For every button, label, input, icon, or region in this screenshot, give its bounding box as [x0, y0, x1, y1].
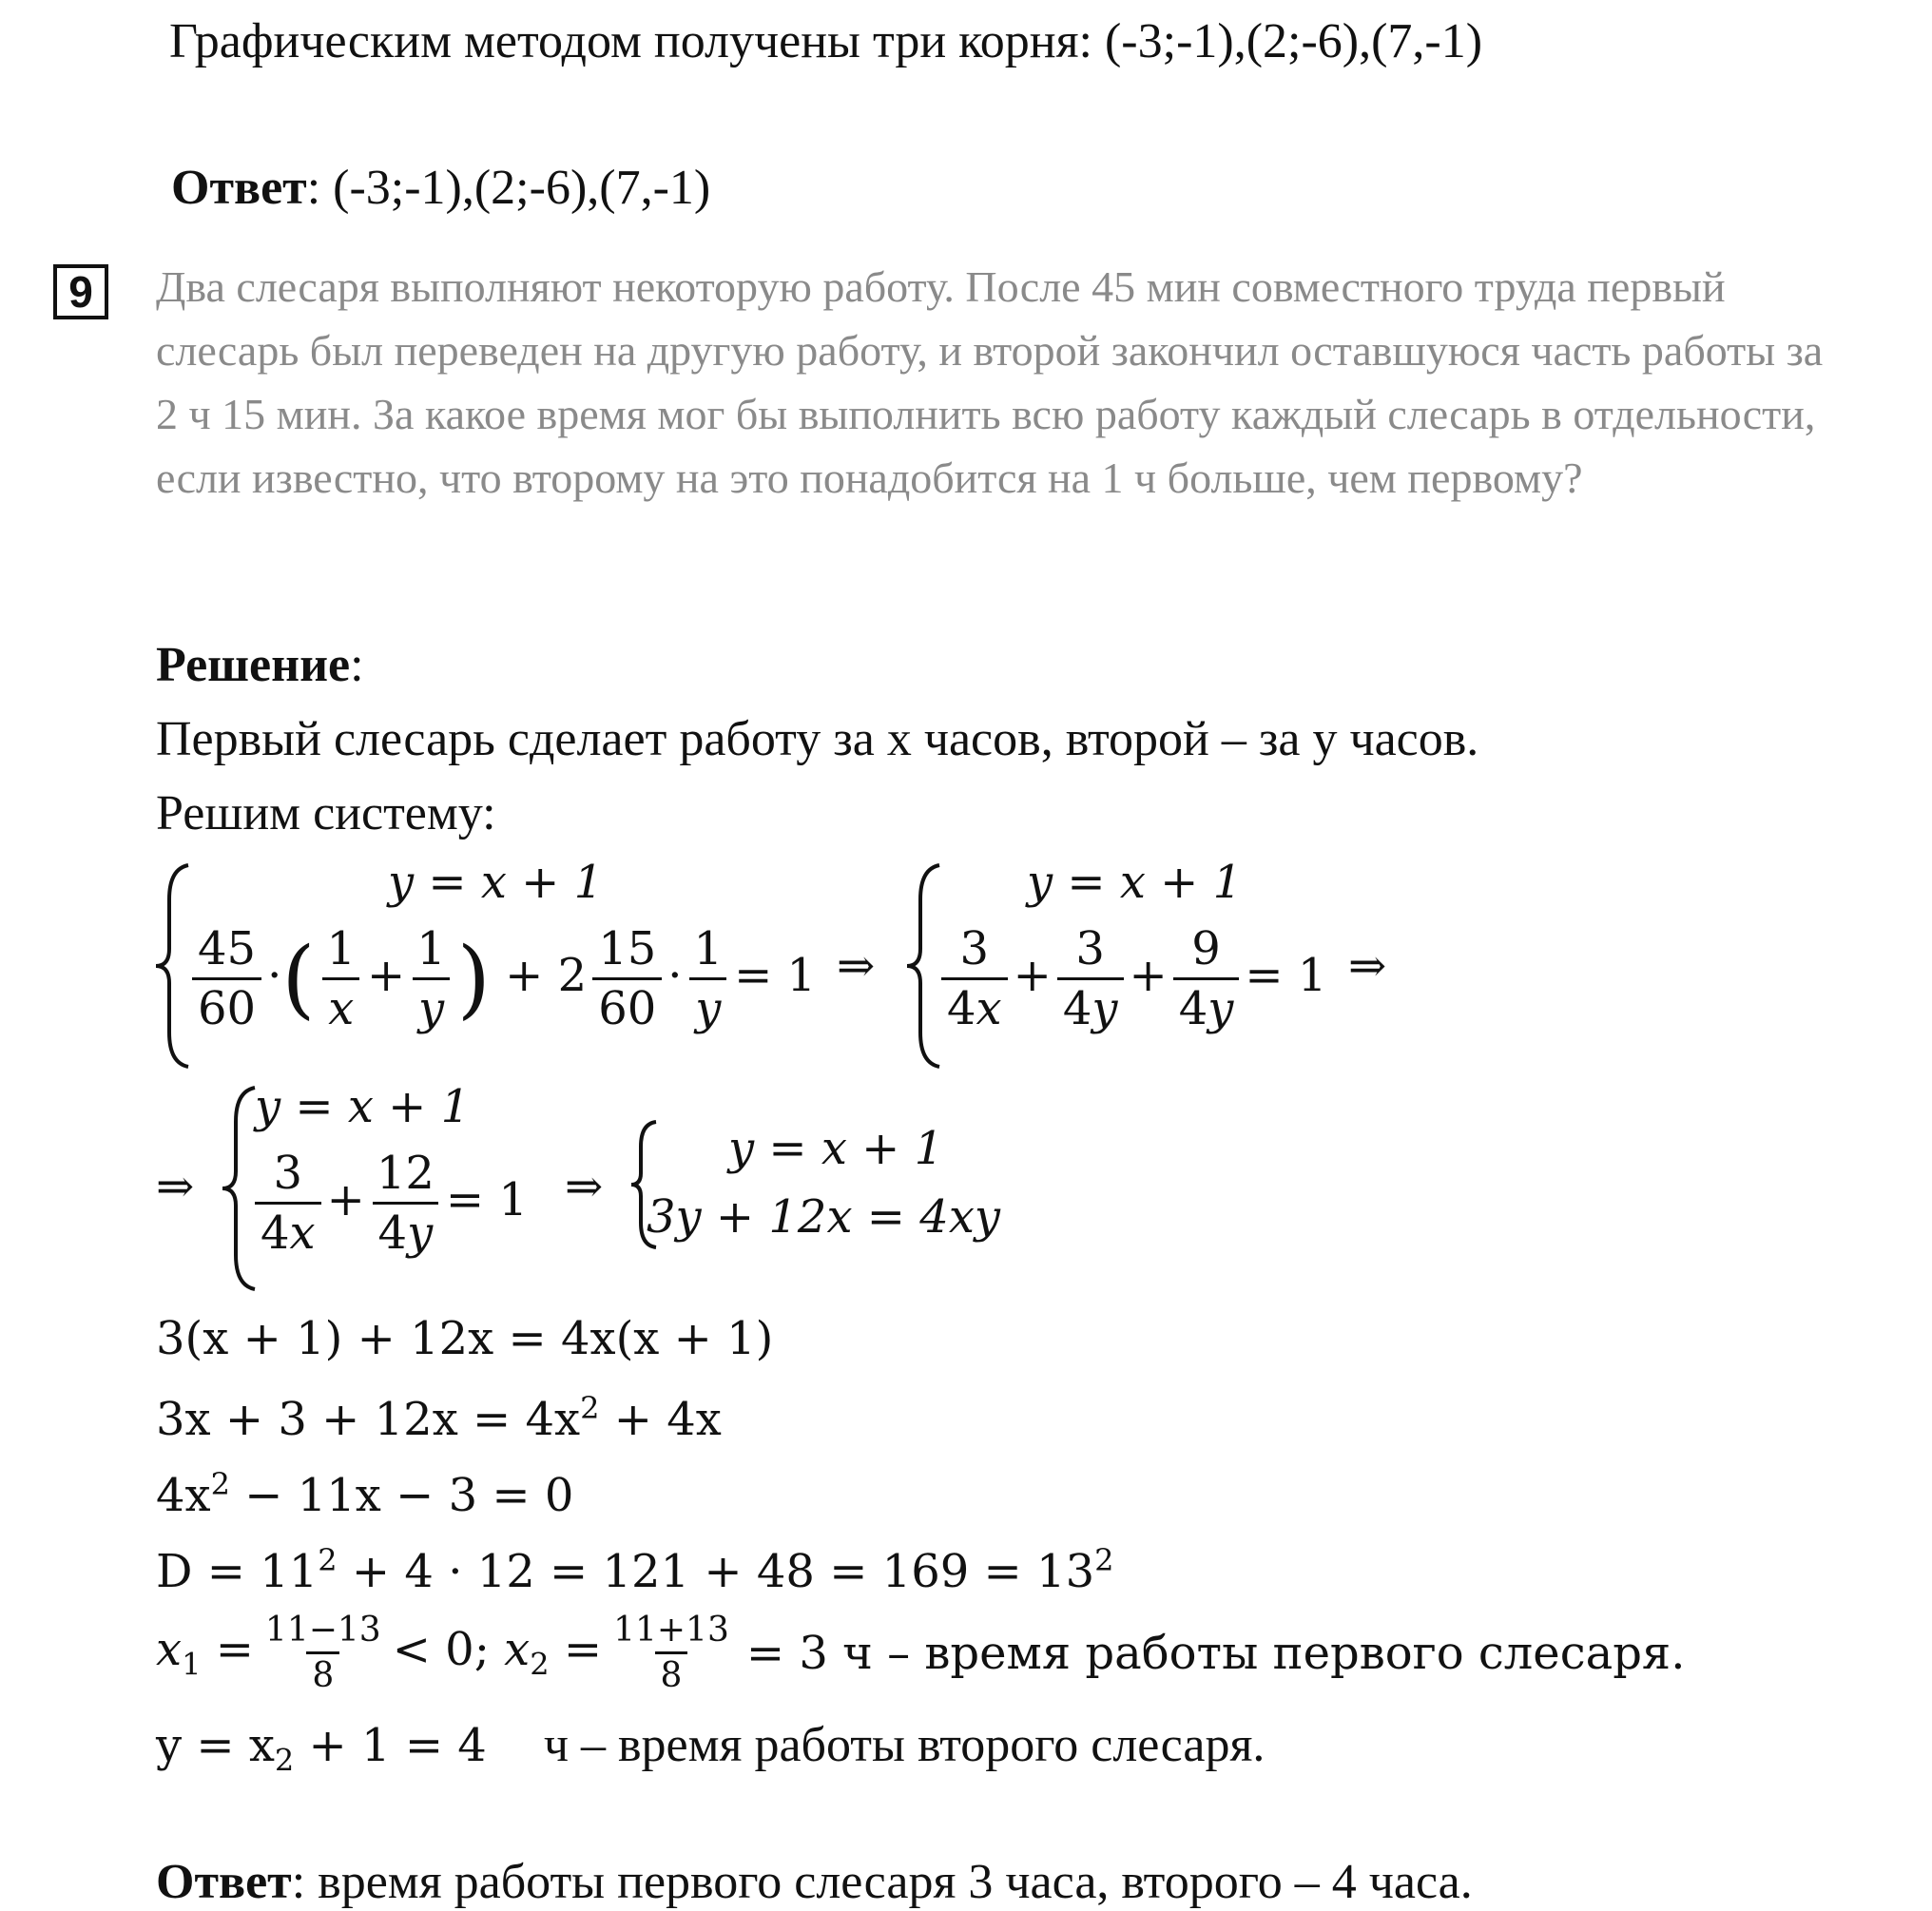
- implies-arrow-2: ⇒: [1348, 939, 1387, 993]
- solution-header: Решение:: [156, 638, 364, 692]
- solution-line-1: Первый слесарь сделает работу за x часов, второй – за y часов.: [156, 712, 1479, 766]
- system1-eq-y: y = x + 1: [388, 856, 604, 909]
- answer-text: : (-3;-1),(2;-6),(7,-1): [306, 161, 711, 215]
- implies-arrow-3: ⇒: [156, 1160, 195, 1213]
- answer-line-1: [171, 160, 710, 216]
- answer-text-2: : время работы первого слесаря 3 часа, второго – 4 часа.: [291, 1855, 1473, 1909]
- system3-eq2: $\frac{3}{4x}$ + $\frac{12}{4y}$ = 1: [249, 1147, 528, 1260]
- system4-eq2: 3y + 12x = 4xy: [647, 1190, 1000, 1244]
- roots-line: $x_1$ = $\frac{11-13}{8}$ < 0; $x_2$ = $\frac{11+13}{8}$ = 3 ч – время работы первого слесаря.: [156, 1611, 1686, 1695]
- top-line: Графическим методом получены три корня: (-3;-1),(2;-6),(7,-1): [169, 14, 1483, 68]
- system3-eq-y: y = x + 1: [255, 1080, 471, 1133]
- y-result-line: $y = x_2 + 1 = 4$ ч – время работы второго слесаря.: [156, 1718, 1265, 1779]
- implies-arrow-1: ⇒: [837, 939, 876, 993]
- solution-label: Решение: [156, 638, 351, 692]
- system4-eq-y: y = x + 1: [728, 1122, 944, 1175]
- step-2: $3x + 3 + 12x = 4x^2 + 4x$: [156, 1390, 722, 1446]
- system2-eq2: $\frac{3}{4x}$ + $\frac{3}{4y}$ + $\frac{9}{4y}$ = 1: [936, 922, 1326, 1035]
- answer-label-2: Ответ: [156, 1855, 292, 1909]
- system1-eq2: $\frac{45}{60}$ ·( $\frac{1}{x}$ + $\frac{1}{y}$ ) + 2 $\frac{15}{60}$ · $\frac{1}{y}$ = 1: [186, 922, 816, 1035]
- discriminant: $D = 11^2 + 4 \cdot 12 = 121 + 48 = 169 = 13^2$: [156, 1542, 1114, 1598]
- problem-text: Два слесаря выполняют некоторую работу. После 45 мин совместного труда первый слесарь был переведен на другую работу, и второй закончил оставшуюся часть работы за 2 ч 15 мин. За какое время мог бы выполнить всю работу каждый слесарь в отдельности, если известно, что второму на это понадобится на 1 ч больше, чем первому?: [156, 262, 1824, 502]
- system2-eq-y: y = x + 1: [1027, 856, 1243, 909]
- implies-arrow-4: ⇒: [565, 1160, 604, 1213]
- problem-number: 9: [53, 264, 108, 319]
- step-1: 3(x + 1) + 12x = 4x(x + 1): [156, 1312, 774, 1365]
- solution-line-2: Решим систему:: [156, 786, 496, 840]
- step-3: $4x^2 - 11x - 3 = 0$: [156, 1466, 574, 1522]
- answer-label: Ответ: [171, 161, 307, 215]
- answer-line-2: [156, 1854, 1473, 1910]
